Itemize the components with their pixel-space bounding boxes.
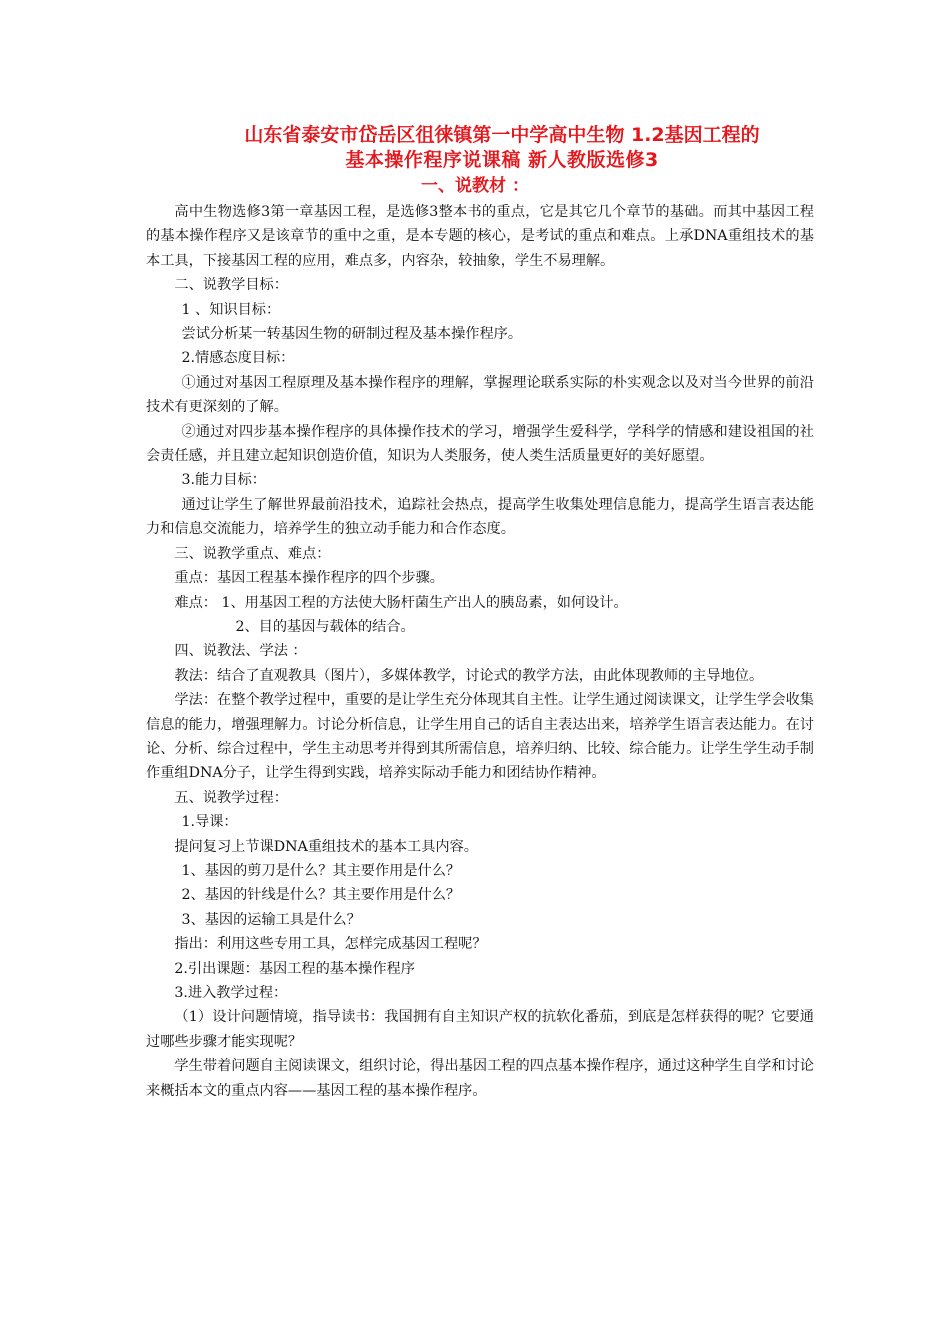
paragraph-intro: 高中生物选修3第一章基因工程，是选修3整本书的重点，它是其它几个章节的基础。而其中基因工程的基本操作程序又是该章节的重中之重，是本专题的核心，是考试的重点和难点。上承DNA重组技术的基本工具，下接基因工程的应用，难点多，内容杂，较抽象，学生不易理解。: [146, 204, 814, 269]
question-2: 2、基因的针线是什么？其主要作用是什么？: [181, 887, 461, 904]
paragraph-ability-goal: 通过让学生了解世界最前沿技术，追踪社会热点，提高学生收集处理信息能力，提高学生语言表达能力和信息交流能力，培养学生的独立动手能力和合作态度。: [146, 496, 814, 538]
paragraph-review: 提问复习上节课DNA重组技术的基本工具内容。: [174, 838, 478, 855]
paragraph-emotion-goal-1: ①通过对基因工程原理及基本操作程序的理解，掌握理论联系实际的朴实观念以及对当今世界的前沿技术有更深刻的了解。: [146, 374, 814, 416]
paragraph-emotion-goal-2: ②通过对四步基本操作程序的具体操作技术的学习，增强学生爱科学，学科学的情感和建设祖国的社会责任感，并且建立起知识创造价值，知识为人类服务，使人类生活质量更好的美好愿望。: [146, 423, 814, 465]
document-body: [146, 200, 814, 1103]
title-line-1: 山东省泰安市岱岳区徂徕镇第一中学高中生物 1.2基因工程的: [244, 124, 760, 146]
paragraph-difficulty-1: 难点： 1、用基因工程的方法使大肠杆菌生产出人的胰岛素，如何设计。: [174, 594, 628, 611]
section-heading-textbook: 一、说教材 ：: [421, 176, 529, 196]
paragraph-point-out: 指出：利用这些专用工具，怎样完成基因工程呢？: [174, 936, 487, 953]
paragraph-knowledge-goal: 尝试分析某一转基因生物的研制过程及基本操作程序。: [181, 326, 523, 343]
heading-knowledge-goal: 1 、知识目标：: [181, 301, 281, 318]
question-3: 3、基因的运输工具是什么？: [181, 911, 361, 928]
heading-methods: 四、说教法、学法 ：: [174, 643, 307, 660]
paragraph-key-point: 重点：基因工程基本操作程序的四个步骤。: [174, 570, 444, 587]
paragraph-student-reading: 学生带着问题自主阅读课文，组织讨论，得出基因工程的四点基本操作程序，通过这种学生自学和讨论来概括本文的重点内容——基因工程的基本操作程序。: [146, 1058, 814, 1099]
paragraph-teaching-method: 教法：结合了直观教具（图片），多媒体教学，讨论式的教学方法，由此体现教师的主导地位。: [174, 667, 764, 684]
paragraph-learning-method: 学法：在整个教学过程中，重要的是让学生充分体现其自主性。让学生通过阅读课文，让学生学会收集信息的能力，增强理解力。讨论分析信息，让学生用自己的话自主表达出来，培养学生语言表达能力。在讨论、分析、综合过程中，学生主动思考并得到其所需信息，培养归纳、比较、综合能力。让学生学生动手制作重组DNA分子，让学生得到实践，培养实际动手能力和团结协作精神。: [146, 692, 814, 782]
question-1: 1、基因的剪刀是什么？其主要作用是什么？: [181, 862, 461, 879]
document-title: [140, 123, 864, 173]
paragraph-difficulty-2: 2、目的基因与载体的结合。: [235, 618, 415, 635]
paragraph-enter-process: 3.进入教学过程：: [174, 985, 288, 1001]
heading-ability-goal: 3.能力目标：: [181, 472, 266, 489]
heading-key-points: 三、说教学重点、难点：: [174, 545, 331, 562]
paragraph-problem-situation: （1）设计问题情境，指导读书：我国拥有自主知识产权的抗软化番茄，到底是怎样获得的呢？它要通过哪些步骤才能实现呢？: [146, 1009, 814, 1050]
heading-emotion-goal: 2.情感态度目标：: [181, 350, 295, 367]
title-line-2: 基本操作程序说课稿 新人教版选修3: [345, 149, 659, 171]
heading-teaching-goals: 二、说教学目标：: [174, 277, 288, 294]
paragraph-topic: 2.引出课题：基因工程的基本操作程序: [174, 960, 415, 977]
heading-teaching-process: 五、说教学过程：: [174, 789, 288, 806]
heading-lead-in: 1.导课：: [181, 814, 238, 831]
